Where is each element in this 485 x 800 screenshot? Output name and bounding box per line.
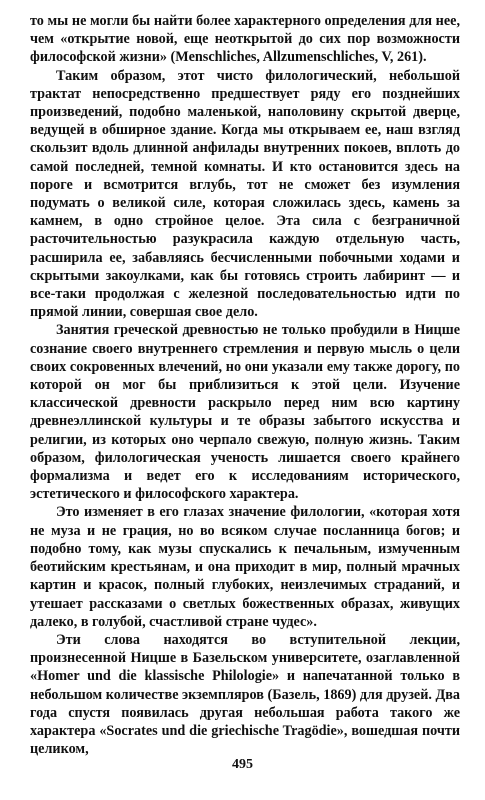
paragraph-5: Эти слова находятся во вступительной лекции, произнесенной Ницше в Базельском университете, озаглавленной «Homer und die klassische Philologie» и напечатанной только в небольшом количестве экземпляров (Базель, 1869) для друзей. Два года спустя появилась другая небольшая работа такого же характера «Socrates und die griechische Tragödie», вошедшая почти целиком, (30, 631, 460, 758)
page-number: 495 (232, 757, 253, 772)
paragraph-1: то мы не могли бы найти более характерного определения для нее, чем «открытие новой, еще неоткрытой до сих пор возможности философской жизни» (Menschliches, Allzumenschliches, V, 261). (30, 13, 460, 66)
page-text-body (30, 12, 460, 758)
paragraph-4: Это изменяет в его глазах значение филологии, «которая хотя не муза и не грация, но во всяком случае посланница богов; и подобно тому, как музы спускались к печальным, измученным беотийским крестьянам, и она приходит в мир, полный мрачных картин и красок, полный глубоких, неизлечимых страданий, и утешает рассказами о светлых божественных образах, живущих далеко, в голубой, счастливой стране чудес». (30, 504, 460, 630)
paragraph-2: Таким образом, этот чисто филологический, небольшой трактат непосредственно предшествует ряду его позднейших произведений, подобно маленькой, наполовину скрытой дверце, ведущей в обширное здание. Когда мы открываем ее, наш взгляд скользит вдоль длинной анфилады внутренних покоев, вплоть до самой последней, темной комнаты. И кто остановится здесь на пороге и всмотрится вглубь, тот не сможет без изумления подумать о великой силе, которая сложилась здесь, камень за камнем, в одно стройное целое. Эта сила с безграничной расточительностью разукрасила каждую отдельную часть, расширила ее, забавляясь бесчисленными побочными ходами и скрытыми закоулками, как бы готовясь строить лабиринт — и все-таки продолжая с железной последовательностью идти по прямой линии, совершая свое дело. (30, 67, 460, 321)
paragraph-3: Занятия греческой древностью не только пробудили в Ницше сознание своего внутреннего стремления и первую мысль о цели своих сокровенных влечений, но они указали ему также дорогу, по которой он мог бы приблизиться к этой цели. Изучение классической древности раскрыло перед ним всю картину древнеэллинской культуры и те образы забытого искусства и религии, из которых оно черпало свежую, полную жизнь. Таким образом, филологическая ученость лишается своего крайнего формализма и ведет его к исследованиям исторического, эстетического и философского характера. (30, 322, 460, 503)
